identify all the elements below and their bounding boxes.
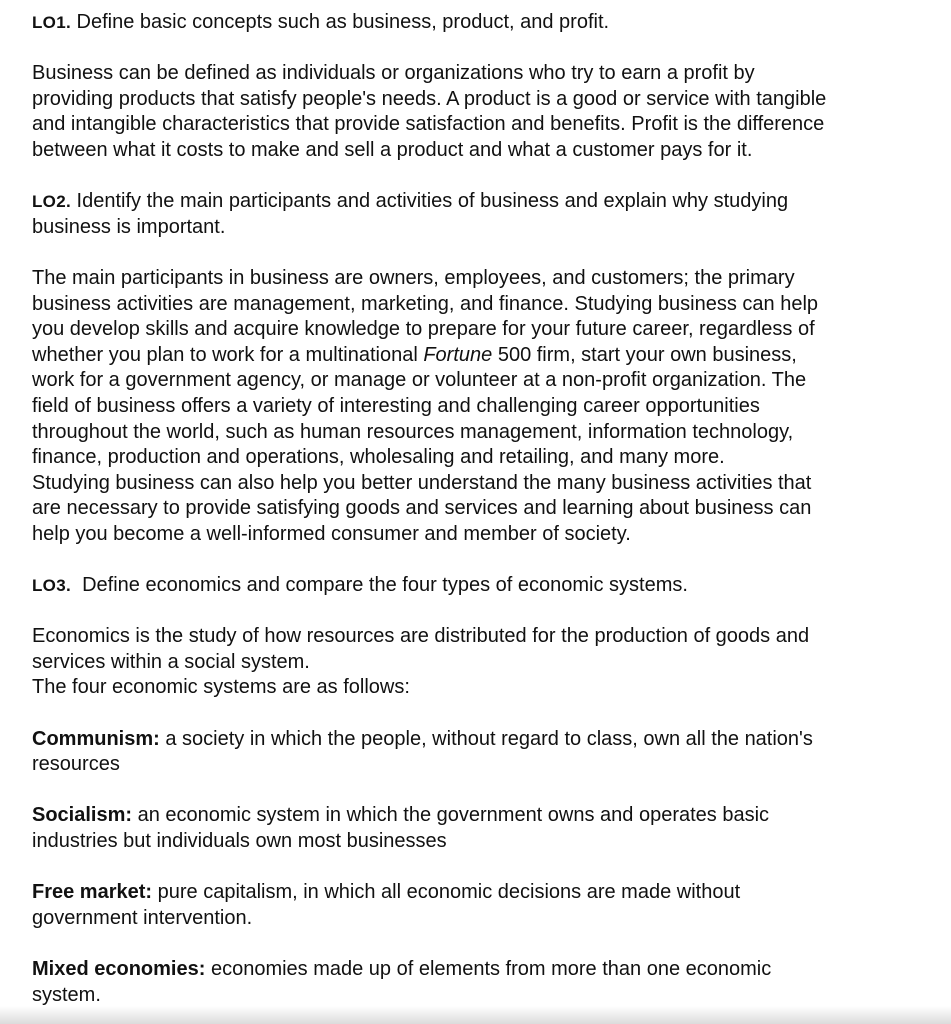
lo1-paragraph [32,61,932,163]
system-definition: an economic system in which the government owns and operates basic [132,804,770,827]
system-term: Socialism: [32,804,133,827]
paragraph-line: Business can be defined as individuals or organizations who try to earn a profit by [32,62,755,85]
fortune-post: 500 firm, start your own business, [492,343,797,366]
document-page [32,10,932,1008]
system-socialism [32,803,932,854]
system-term: Mixed economies: [32,957,206,980]
system-free-market [32,880,932,931]
paragraph-line: providing products that satisfy people's needs. A product is a good or service with tangible [32,87,827,110]
paragraph-line: services within a social system. [32,650,310,673]
lo2-heading [32,189,932,240]
system-term: Communism: [32,727,160,750]
lo2-heading-text-2: business is important. [32,215,226,238]
fortune-pre: whether you plan to work for a multinational [32,343,424,366]
lo1-tag: LO1. [32,13,71,32]
system-definition-cont: system. [32,983,101,1006]
lo2-heading-text-1: Identify the main participants and activities of business and explain why studying [71,190,789,213]
system-definition: a society in which the people, without regard to class, own all the nation's [159,727,813,750]
lo2-paragraph [32,266,932,548]
fortune-italic: Fortune [423,343,493,366]
paragraph-line-fortune [32,343,932,369]
lo3-paragraph [32,624,932,701]
system-definition: pure capitalism, in which all economic decisions are made without [152,881,741,904]
paragraph-line: between what it costs to make and sell a product and what a customer pays for it. [32,138,753,161]
system-definition: economies made up of elements from more than one economic [205,957,772,980]
paragraph-line: business activities are management, marketing, and finance. Studying business can help [32,292,819,315]
system-mixed-economies [32,957,932,1008]
page-bottom-shadow [0,1006,951,1024]
paragraph-line: help you become a well-informed consumer and member of society. [32,522,631,545]
lo3-heading-text: Define economics and compare the four types of economic systems. [71,574,688,597]
lo3-heading [32,573,932,599]
paragraph-line: work for a government agency, or manage or volunteer at a non-profit organization. The [32,369,807,392]
system-definition-cont: government intervention. [32,906,253,929]
lo2-tag: LO2. [32,192,71,212]
paragraph-line: finance, production and operations, wholesaling and retailing, and many more. [32,446,725,469]
system-definition-cont: industries but individuals own most businesses [32,830,447,852]
paragraph-line: Studying business can also help you better understand the many business activities that [32,471,812,494]
lo3-tag: LO3. [32,576,71,596]
lo1-heading-text: Define basic concepts such as business, product, and profit. [71,11,610,33]
paragraph-line: throughout the world, such as human resources management, information technology, [32,420,794,443]
system-term: Free market: [32,881,153,904]
paragraph-line: The main participants in business are owners, employees, and customers; the primary [32,266,795,289]
paragraph-line: and intangible characteristics that provide satisfaction and benefits. Profit is the difference [32,113,825,136]
paragraph-line: Economics is the study of how resources are distributed for the production of goods and [32,625,810,648]
paragraph-line: field of business offers a variety of interesting and challenging career opportunities [32,394,760,417]
paragraph-line: The four economic systems are as follows: [32,676,410,699]
paragraph-line: are necessary to provide satisfying goods and services and learning about business can [32,497,812,520]
system-definition-cont: resources [32,753,120,776]
system-communism [32,727,932,778]
paragraph-line: you develop skills and acquire knowledge to prepare for your future career, regardless of [32,318,815,341]
lo1-heading [32,10,932,36]
